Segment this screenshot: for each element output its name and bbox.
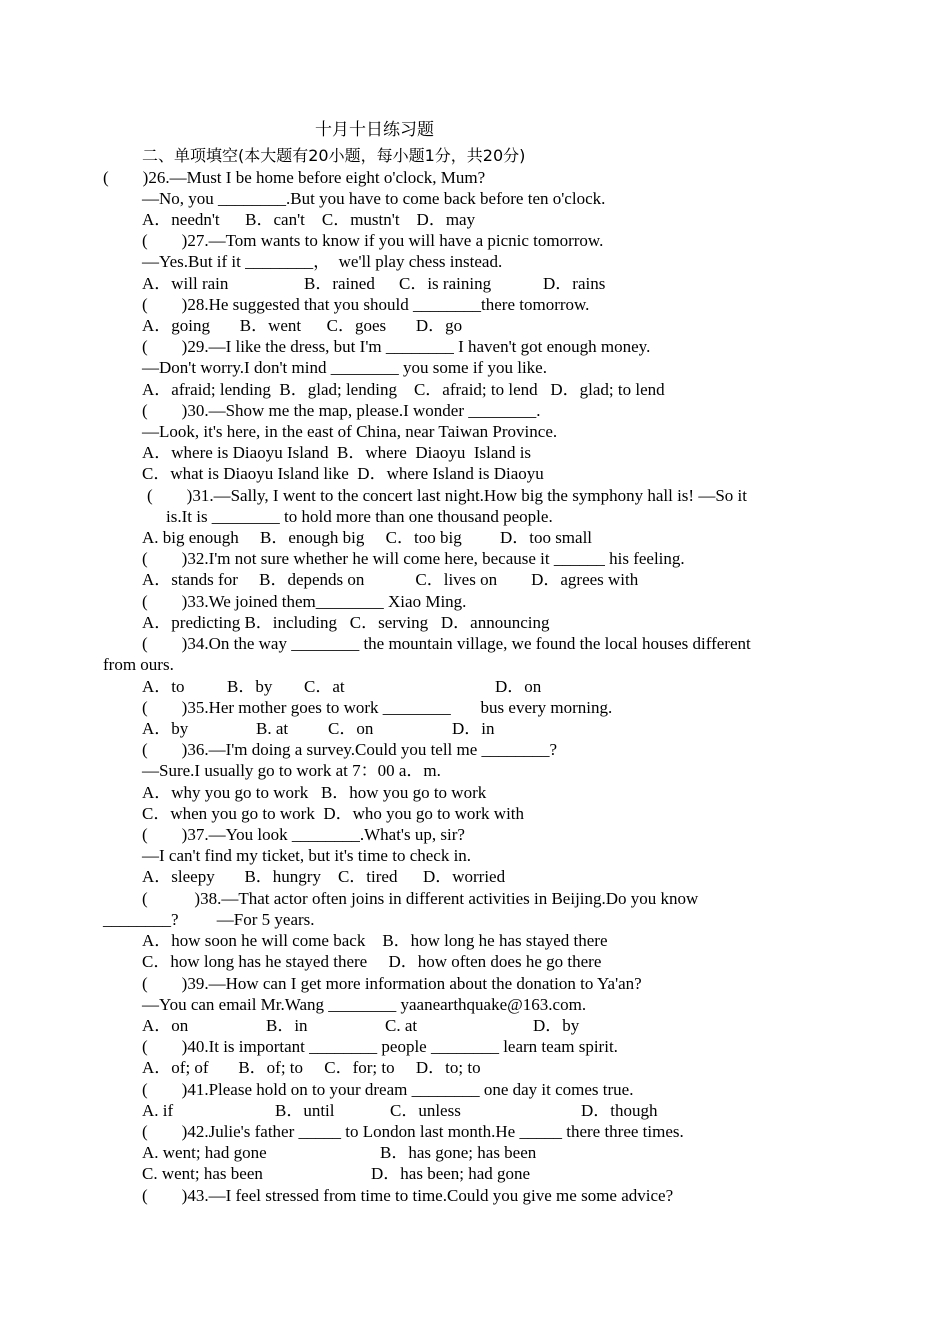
q34-options-line [0, 676, 950, 697]
q33-options-line [0, 612, 950, 633]
question-40 [0, 1036, 950, 1057]
q40-options-line [0, 1057, 950, 1078]
q31-stem-line-2 [0, 506, 950, 527]
page-title: 十月十日练习题 [315, 120, 434, 140]
q29-options: A．afraid; lending B．glad; lending C．afraid; to lend D．glad; to lend [142, 380, 665, 399]
q40-stem: ( )40.It is important ________ people ________ learn team spirit. [142, 1037, 618, 1056]
q36-options-1: A．why you go to work B．how you go to work [142, 783, 487, 802]
q26-options-line [0, 209, 950, 230]
q41-option-a: A. if [142, 1101, 174, 1120]
question-39 [0, 973, 950, 994]
q29-stem: ( )29.—I like the dress, but I'm ________ I haven't got enough money. [142, 337, 651, 356]
q41-option-c: C．unless [390, 1101, 461, 1120]
q42-options-line-2 [0, 1163, 950, 1184]
q27-option-c: C．is raining [399, 274, 492, 293]
q34-option-d: D．on [495, 677, 542, 696]
q38-stem-2: ________? —For 5 years. [103, 910, 315, 929]
q36-reply: —Sure.I usually go to work at 7：00 a．m. [142, 761, 441, 780]
q41-option-b: B．until [275, 1101, 335, 1120]
q42-option-d: D．has been; had gone [371, 1164, 531, 1183]
q34-option-c: C．at [304, 677, 345, 696]
q26-reply-line [0, 188, 950, 209]
q30-options-line-1 [0, 442, 950, 463]
q36-options-2: C．when you go to work D．who you go to work with [142, 804, 525, 823]
question-32 [0, 548, 950, 569]
q34-stem: ( )34.On the way ________ the mountain village, we found the local houses different [142, 634, 751, 653]
q30-reply: —Look, it's here, in the east of China, near Taiwan Province. [142, 422, 558, 441]
q39-options-line [0, 1015, 950, 1036]
question-38 [0, 888, 950, 909]
section-heading: 二、单项填空(本大题有20小题，每小题1分，共20分) [142, 146, 526, 165]
q36-stem: ( )36.—I'm doing a survey.Could you tell me ________? [142, 740, 558, 759]
q30-reply-line [0, 421, 950, 442]
q38-stem-line-2 [0, 909, 950, 930]
q38-stem: ( )38.—That actor often joins in different activities in Beijing.Do you know [142, 889, 699, 908]
q26-stem: ( )26.—Must I be home before eight o'clock, Mum? [103, 168, 486, 187]
q39-stem: ( )39.—How can I get more information about the donation to Ya'an? [142, 974, 642, 993]
q36-options-line-2 [0, 803, 950, 824]
q41-option-d: D．though [581, 1101, 658, 1120]
q28-options-line [0, 315, 950, 336]
question-41 [0, 1079, 950, 1100]
q39-option-b: B．in [266, 1016, 308, 1035]
q27-option-d: D．rains [543, 274, 606, 293]
q34-stem-line-2 [0, 654, 950, 675]
q34-option-b: B．by [227, 677, 273, 696]
q35-option-c: C．on [328, 719, 374, 738]
q38-options-2: C．how long has he stayed there D．how often does he go there [142, 952, 602, 971]
q41-stem: ( )41.Please hold on to your dream ________ one day it comes true. [142, 1080, 634, 1099]
q27-stem: ( )27.—Tom wants to know if you will have a picnic tomorrow. [142, 231, 604, 250]
q42-stem: ( )42.Julie's father _____ to London last month.He _____ there three times. [142, 1122, 684, 1141]
question-43 [0, 1185, 950, 1206]
q39-option-c: C. at [385, 1016, 418, 1035]
question-30 [0, 400, 950, 421]
q27-reply: —Yes.But if it ________， we'll play chess instead. [142, 252, 503, 271]
question-36 [0, 739, 950, 760]
q33-stem: ( )33.We joined them________ Xiao Ming. [142, 592, 467, 611]
q27-options-line [0, 273, 950, 294]
q42-option-c: C. went; has been [142, 1164, 263, 1183]
q30-options-2: C．what is Diaoyu Island like D．where Island is Diaoyu [142, 464, 544, 483]
q32-stem: ( )32.I'm not sure whether he will come here, because it ______ his feeling. [142, 549, 685, 568]
q37-stem: ( )37.—You look ________.What's up, sir? [142, 825, 465, 844]
q42-option-a: A. went; had gone [142, 1143, 267, 1162]
q29-reply: —Don't worry.I don't mind ________ you some if you like. [142, 358, 547, 377]
question-28 [0, 294, 950, 315]
q36-options-line-1 [0, 782, 950, 803]
q38-options-line-2 [0, 951, 950, 972]
question-34 [0, 633, 950, 654]
q39-reply: —You can email Mr.Wang ________ yaanearthquake@163.com. [142, 995, 587, 1014]
q39-reply-line [0, 994, 950, 1015]
q31-options: A. big enough B．enough big C．too big D．too small [142, 528, 593, 547]
q35-option-d: D．in [452, 719, 495, 738]
question-37 [0, 824, 950, 845]
q31-stem-2: is.It is ________ to hold more than one thousand people. [166, 507, 553, 526]
q40-options: A．of; of B．of; to C．for; to D．to; to [142, 1058, 481, 1077]
q42-options-line-1 [0, 1142, 950, 1163]
q39-option-a: A．on [142, 1016, 189, 1035]
question-31 [0, 485, 950, 506]
q29-options-line [0, 379, 950, 400]
question-29 [0, 336, 950, 357]
q37-options-line [0, 866, 950, 887]
q37-reply: —I can't find my ticket, but it's time to check in. [142, 846, 472, 865]
q35-options-line [0, 718, 950, 739]
q29-reply-line [0, 357, 950, 378]
q34-option-a: A．to [142, 677, 185, 696]
question-26 [0, 167, 950, 188]
q32-options: A．stands for B．depends on C．lives on D．agrees with [142, 570, 639, 589]
q39-option-d: D．by [533, 1016, 580, 1035]
q28-stem: ( )28.He suggested that you should ________there tomorrow. [142, 295, 590, 314]
q41-options-line [0, 1100, 950, 1121]
q37-options: A．sleepy B．hungry C．tired D．worried [142, 867, 506, 886]
q31-options-line [0, 527, 950, 548]
question-35 [0, 697, 950, 718]
q34-stem-2: from ours. [103, 655, 174, 674]
q30-options-1: A．where is Diaoyu Island B．where Diaoyu Island is [142, 443, 532, 462]
q35-option-a: A．by [142, 719, 189, 738]
q30-options-line-2 [0, 463, 950, 484]
q30-stem: ( )30.—Show me the map, please.I wonder ________. [142, 401, 541, 420]
q42-option-b: B．has gone; has been [380, 1143, 537, 1162]
q38-options-1: A．how soon he will come back B．how long he has stayed there [142, 931, 608, 950]
section-heading-line [0, 145, 950, 166]
q31-stem: ( )31.—Sally, I went to the concert last night.How big the symphony hall is! —So it [147, 486, 747, 505]
q36-reply-line [0, 760, 950, 781]
q43-stem: ( )43.—I feel stressed from time to time.Could you give me some advice? [142, 1186, 674, 1205]
q32-options-line [0, 569, 950, 590]
q26-reply: —No, you ________.But you have to come back before ten o'clock. [142, 189, 606, 208]
q27-option-a: A．will rain [142, 274, 229, 293]
q35-option-b: B. at [256, 719, 289, 738]
q35-stem: ( )35.Her mother goes to work ________ bus every morning. [142, 698, 613, 717]
question-27 [0, 230, 950, 251]
q27-reply-line [0, 251, 950, 272]
q38-options-line-1 [0, 930, 950, 951]
q37-reply-line [0, 845, 950, 866]
q28-options: A．going B．went C．goes D．go [142, 316, 463, 335]
question-42 [0, 1121, 950, 1142]
q26-options: A．needn't B．can't C．mustn't D．may [142, 210, 476, 229]
question-33 [0, 591, 950, 612]
q33-options: A．predicting B．including C．serving D．announcing [142, 613, 550, 632]
q27-option-b: B．rained [304, 274, 375, 293]
